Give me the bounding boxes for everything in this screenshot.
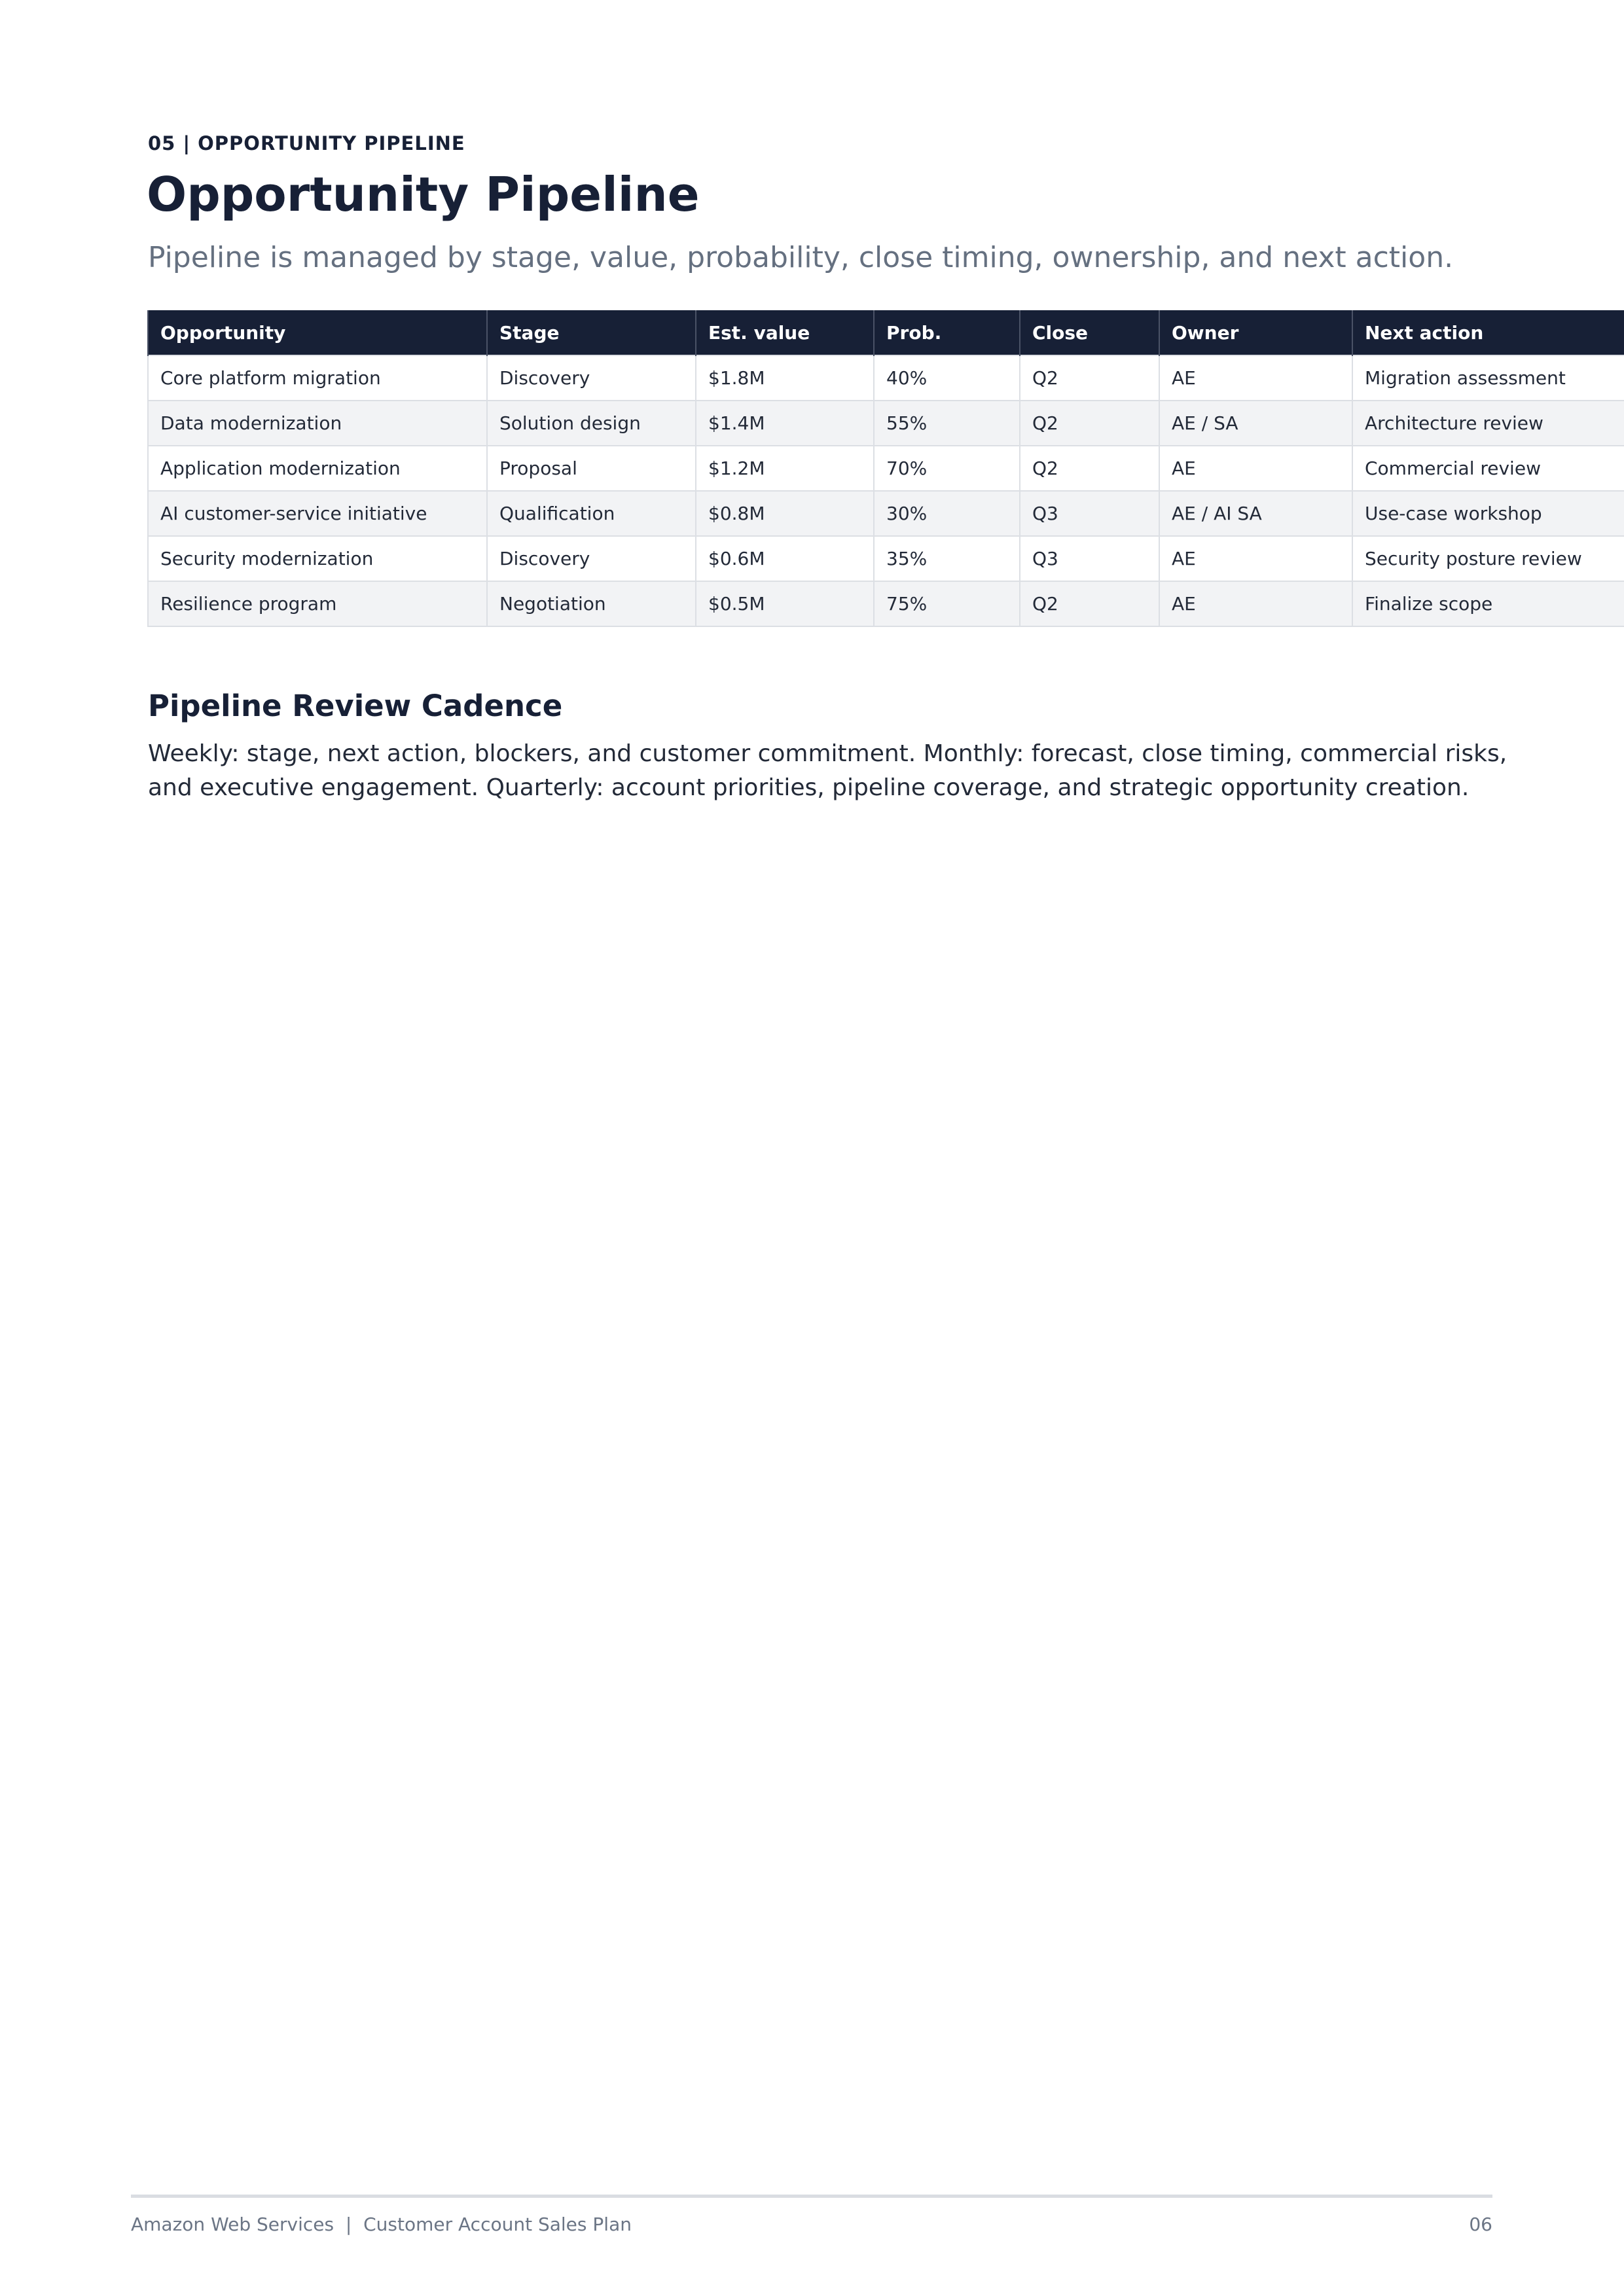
table-row <box>148 355 1624 401</box>
cell-opportunity: Application modernization <box>148 446 487 491</box>
column-header-opportunity: Opportunity <box>148 310 487 355</box>
cell-probability: 70% <box>874 446 1020 491</box>
cell-next-action: Commercial review <box>1352 446 1624 491</box>
cell-owner: AE <box>1159 581 1352 626</box>
cell-owner: AE / SA <box>1159 401 1352 446</box>
table-row <box>148 491 1624 536</box>
review-cadence-heading: Pipeline Review Cadence <box>148 689 563 723</box>
page-subtitle: Pipeline is managed by stage, value, probability, close timing, ownership, and next action. <box>148 241 1454 274</box>
cell-next-action: Use-case workshop <box>1352 491 1624 536</box>
cell-est-value: $0.6M <box>696 536 874 581</box>
cell-probability: 75% <box>874 581 1020 626</box>
cell-probability: 35% <box>874 536 1020 581</box>
cell-close: Q2 <box>1020 401 1159 446</box>
column-header-owner: Owner <box>1159 310 1352 355</box>
cell-owner: AE <box>1159 446 1352 491</box>
table-row <box>148 536 1624 581</box>
cell-stage: Solution design <box>487 401 696 446</box>
cell-owner: AE <box>1159 355 1352 401</box>
cell-probability: 55% <box>874 401 1020 446</box>
cell-stage: Proposal <box>487 446 696 491</box>
cell-est-value: $1.8M <box>696 355 874 401</box>
cell-stage: Negotiation <box>487 581 696 626</box>
footer-document-label: Amazon Web Services | Customer Account Sales Plan <box>131 2214 632 2235</box>
cell-close: Q3 <box>1020 536 1159 581</box>
column-header-next-action: Next action <box>1352 310 1624 355</box>
pipeline-table <box>147 310 1624 627</box>
column-header-close: Close <box>1020 310 1159 355</box>
cell-close: Q2 <box>1020 581 1159 626</box>
cell-opportunity: Resilience program <box>148 581 487 626</box>
column-header-est-value: Est. value <box>696 310 874 355</box>
page-title: Opportunity Pipeline <box>147 167 700 222</box>
cell-close: Q3 <box>1020 491 1159 536</box>
table-row <box>148 581 1624 626</box>
cell-opportunity: Data modernization <box>148 401 487 446</box>
review-cadence-body: Weekly: stage, next action, blockers, and customer commitment. Monthly: forecast, close timing, commercial risks, and executive engagement. Quarterly: account priorities, pipeline coverage, and strategic opportunity creation. <box>148 740 1507 801</box>
cell-next-action: Finalize scope <box>1352 581 1624 626</box>
cell-est-value: $1.4M <box>696 401 874 446</box>
cell-next-action: Architecture review <box>1352 401 1624 446</box>
section-eyebrow: 05 | OPPORTUNITY PIPELINE <box>148 132 465 154</box>
cell-next-action: Migration assessment <box>1352 355 1624 401</box>
cell-stage: Qualification <box>487 491 696 536</box>
table-row <box>148 446 1624 491</box>
cell-close: Q2 <box>1020 446 1159 491</box>
cell-owner: AE / AI SA <box>1159 491 1352 536</box>
cell-probability: 40% <box>874 355 1020 401</box>
cell-est-value: $0.8M <box>696 491 874 536</box>
cell-stage: Discovery <box>487 355 696 401</box>
cell-stage: Discovery <box>487 536 696 581</box>
column-header-probability: Prob. <box>874 310 1020 355</box>
table-row <box>148 401 1624 446</box>
cell-est-value: $1.2M <box>696 446 874 491</box>
page-number: 06 <box>1469 2214 1492 2235</box>
cell-est-value: $0.5M <box>696 581 874 626</box>
footer-divider <box>131 2195 1492 2198</box>
cell-owner: AE <box>1159 536 1352 581</box>
cell-next-action: Security posture review <box>1352 536 1624 581</box>
table-header-row <box>148 310 1624 355</box>
cell-probability: 30% <box>874 491 1020 536</box>
cell-opportunity: Core platform migration <box>148 355 487 401</box>
cell-opportunity: AI customer-service initiative <box>148 491 487 536</box>
cell-opportunity: Security modernization <box>148 536 487 581</box>
column-header-stage: Stage <box>487 310 696 355</box>
cell-close: Q2 <box>1020 355 1159 401</box>
